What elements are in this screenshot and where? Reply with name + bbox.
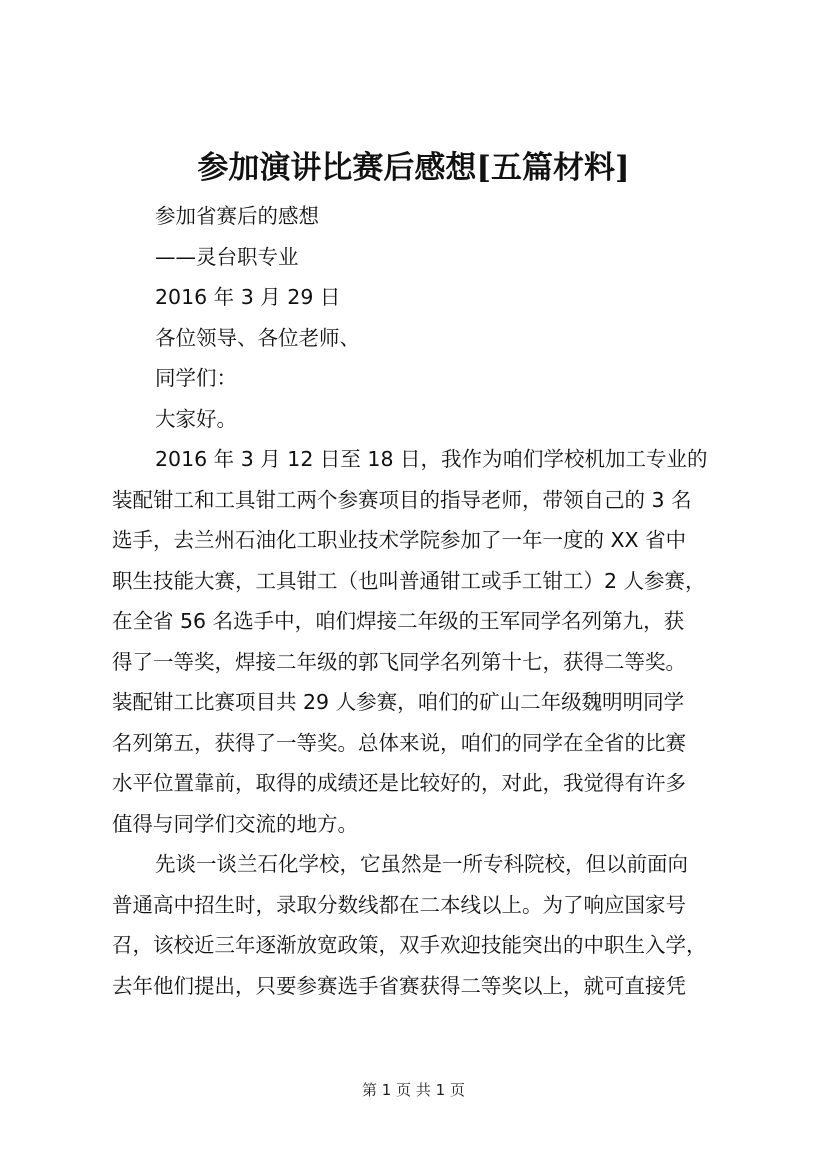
paragraph-1: [112, 439, 732, 844]
paragraph-line: 水平位置靠前，取得的成绩还是比较好的，对此，我觉得有许多: [112, 771, 686, 795]
page-footer: 第 1 页 共 1 页: [362, 1081, 465, 1099]
paragraph-line: 普通高中招生时，录取分数线都在二本线以上。为了响应国家号: [112, 892, 686, 917]
paragraph-line: 职生技能大赛，工具钳工（也叫普通钳工或手工钳工）2 人参赛，: [112, 568, 706, 593]
paragraph-line: 值得与同学们交流的地方。: [112, 811, 358, 836]
document-body: [112, 196, 732, 1006]
paragraph-line: 先谈一谈兰石化学校，它虽然是一所专科院校，但以前面向: [155, 852, 688, 876]
paragraph-line: 2016 年 3 月 12 日至 18 日，我作为咱们学校机加工专业的: [155, 447, 708, 471]
header-line: 大家好。: [155, 406, 237, 431]
paragraph-line: 去年他们提出，只要参赛选手省赛获得二等奖以上，就可直接凭: [112, 973, 686, 998]
paragraph-2: [112, 844, 732, 1006]
paragraph-line: 装配钳工和工具钳工两个参赛项目的指导老师，带领自己的 3 名: [112, 487, 692, 512]
header-line: 同学们：: [155, 366, 237, 390]
header-line: 各位领导、各位老师、: [155, 325, 360, 350]
paragraph-line: 召，该校近三年逐渐放宽政策，双手欢迎技能突出的中职生入学，: [112, 933, 707, 957]
header-line: 参加省赛后的感想: [155, 204, 319, 228]
paragraph-line: 装配钳工比赛项目共 29 人参赛，咱们的矿山二年级魏明明同学: [112, 690, 685, 714]
paragraph-line: 在全省 56 名选手中，咱们焊接二年级的王军同学名列第九，获: [112, 609, 685, 633]
paragraph-line: 名列第五，获得了一等奖。总体来说，咱们的同学在全省的比赛: [112, 730, 686, 755]
paragraph-line: 选手，去兰州石油化工职业技术学院参加了一年一度的 XX 省中: [112, 528, 687, 552]
header-line: 2016 年 3 月 29 日: [155, 285, 341, 309]
document-title: 参加演讲比赛后感想[五篇材料]: [197, 150, 630, 186]
paragraph-line: 得了一等奖，焊接二年级的郭飞同学名列第十七，获得二等奖。: [112, 649, 686, 674]
header-line: ——灵台职专业: [155, 244, 299, 269]
